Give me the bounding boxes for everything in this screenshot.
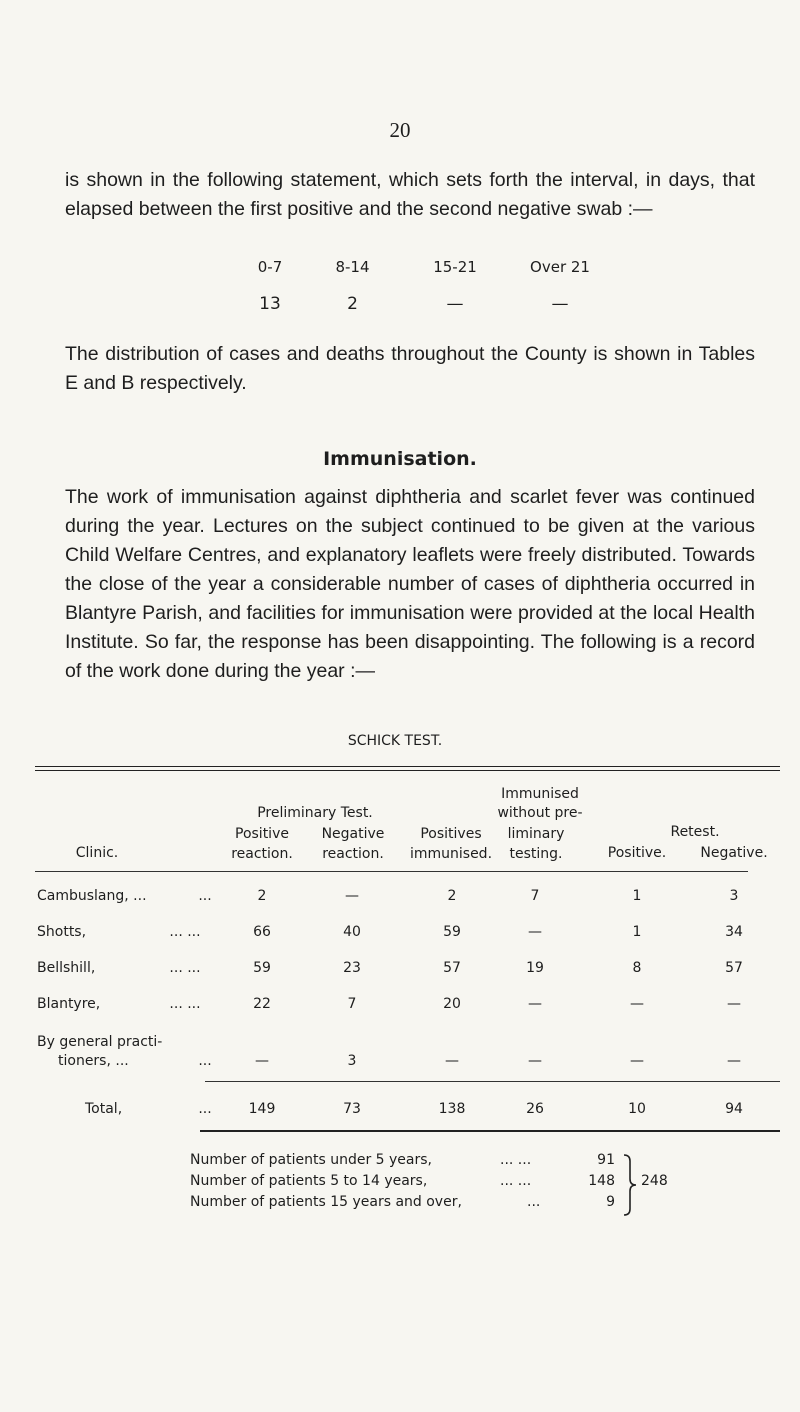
immunisation-paragraph: The work of immunisation against diphtheria and scarlet fever was continued during the year. Lectures on the subject continued to be given at the various Child Welfare Centres, and explanatory leaflets were freely distributed. Towards the close of the year a considerable number of cases of diphtheria occurred in Blantyre Parish, and facilities for immunisation were provided at the local Health Institute. So far, the response has been disappointing. The following is a record of the work done during the year :—: [65, 486, 755, 682]
interval-value-row: [235, 294, 610, 314]
group-header-without: without pre-: [497, 805, 583, 821]
interval-value: —: [551, 294, 569, 314]
row-dots: ... ...: [169, 996, 201, 1012]
group-header-immunised: Immunised: [501, 786, 579, 802]
summary-value: 91: [597, 1152, 615, 1168]
cell: 138: [438, 1101, 466, 1117]
table-total-row: [0, 1101, 800, 1121]
row-clinic: Blantyre,: [37, 996, 101, 1012]
column-header-line: reaction.: [231, 846, 293, 862]
column-header-line: Positive: [235, 826, 289, 842]
interval-value: 2: [347, 294, 358, 314]
interval-header-row: [235, 258, 610, 276]
summary-dots: ...: [527, 1194, 541, 1210]
cell: —: [727, 1053, 741, 1069]
cell: —: [255, 1053, 269, 1069]
table-title: SCHICK TEST.: [347, 733, 443, 749]
column-header-line: testing.: [509, 846, 563, 862]
cell: —: [630, 996, 644, 1012]
summary-row: [190, 1192, 660, 1213]
column-header-positive: [222, 824, 302, 864]
cell: 59: [253, 960, 271, 976]
column-header-preliminary-testing: [500, 824, 572, 864]
row-clinic: Cambuslang, ...: [37, 888, 147, 904]
row-clinic: Shotts,: [37, 924, 87, 940]
interval-header: Over 21: [530, 258, 590, 276]
cell: —: [528, 996, 542, 1012]
table-row: [0, 924, 800, 944]
summary-total: 248: [641, 1173, 668, 1189]
row-dots: ...: [198, 1101, 212, 1117]
interval-header: 15-21: [433, 258, 477, 276]
group-header-retest: Retest.: [670, 824, 720, 840]
cell: 2: [447, 888, 457, 904]
cell: 34: [725, 924, 743, 940]
table-row-label-continued: [0, 1034, 800, 1054]
cell: 10: [628, 1101, 646, 1117]
table-top-rule: [35, 770, 780, 771]
cell: —: [445, 1053, 459, 1069]
cell: 23: [343, 960, 361, 976]
cell: 57: [443, 960, 461, 976]
distribution-paragraph: The distribution of cases and deaths throughout the County is shown in Tables E and B respectively.: [65, 343, 755, 394]
total-label: Total,: [85, 1101, 123, 1117]
column-header-retest-positive: Positive.: [607, 845, 667, 861]
cell: 66: [253, 924, 271, 940]
cell: 149: [248, 1101, 276, 1117]
summary-value: 9: [606, 1194, 615, 1210]
cell: 1: [632, 888, 642, 904]
cell: —: [345, 888, 359, 904]
row-clinic-line1: By general practi-: [37, 1034, 163, 1050]
cell: 22: [253, 996, 271, 1012]
cell: 7: [347, 996, 357, 1012]
cell: —: [727, 996, 741, 1012]
column-header-negative: [312, 824, 394, 864]
cell: 1: [632, 924, 642, 940]
summary-row: [190, 1171, 660, 1192]
column-header-line: immunised.: [409, 846, 493, 862]
interval-table: [235, 258, 610, 314]
table-row: [0, 996, 800, 1016]
column-header-line: liminary: [507, 826, 565, 842]
cell: —: [630, 1053, 644, 1069]
row-clinic: Bellshill,: [37, 960, 96, 976]
interval-header: 8-14: [335, 258, 370, 276]
table-top-rule: [35, 766, 780, 767]
cell: 19: [526, 960, 544, 976]
column-header-retest-negative: Negative.: [700, 845, 768, 861]
summary-dots: ... ...: [500, 1152, 532, 1168]
table-row: [0, 960, 800, 980]
section-heading: Immunisation.: [323, 448, 477, 470]
cell: 8: [632, 960, 642, 976]
cell: 59: [443, 924, 461, 940]
interval-value: —: [446, 294, 464, 314]
cell: 26: [526, 1101, 544, 1117]
page-number: 20: [389, 118, 411, 142]
interval-value: 13: [259, 294, 281, 314]
patient-summary: [190, 1150, 660, 1213]
cell: 73: [343, 1101, 361, 1117]
total-top-rule: [205, 1081, 780, 1082]
summary-dots: ... ...: [500, 1173, 532, 1189]
summary-value: 148: [588, 1173, 615, 1189]
interval-header: 0-7: [257, 258, 283, 276]
header-bottom-rule: [35, 871, 748, 872]
column-header-line: Negative: [321, 826, 385, 842]
cell: 7: [530, 888, 540, 904]
cell: 3: [729, 888, 739, 904]
cell: 57: [725, 960, 743, 976]
table-bottom-rule: [200, 1130, 780, 1132]
row-dots: ...: [198, 1053, 212, 1069]
row-dots: ...: [198, 888, 212, 904]
cell: —: [528, 924, 542, 940]
row-dots: ... ...: [169, 924, 201, 940]
column-header-line: reaction.: [322, 846, 384, 862]
group-header-preliminary: Preliminary Test.: [257, 805, 373, 821]
column-header-line: Positives: [420, 826, 482, 842]
table-row: [0, 888, 800, 908]
column-header-positives-immunised: [404, 824, 498, 864]
cell: 20: [443, 996, 461, 1012]
summary-row: [190, 1150, 660, 1171]
brace-icon: [622, 1153, 640, 1217]
row-dots: ... ...: [169, 960, 201, 976]
cell: —: [528, 1053, 542, 1069]
summary-label: Number of patients under 5 years,: [190, 1152, 432, 1168]
cell: 2: [257, 888, 267, 904]
intro-paragraph: is shown in the following statement, which sets forth the interval, in days, that elapsed between the first positive and the second negative swab :—: [65, 169, 755, 220]
summary-label: Number of patients 15 years and over,: [190, 1194, 462, 1210]
row-clinic: tioners, ...: [58, 1053, 129, 1069]
summary-label: Number of patients 5 to 14 years,: [190, 1173, 428, 1189]
cell: 94: [725, 1101, 743, 1117]
table-row: [0, 1053, 800, 1073]
cell: 3: [347, 1053, 357, 1069]
cell: 40: [343, 924, 361, 940]
column-header-clinic: Clinic.: [75, 845, 119, 861]
